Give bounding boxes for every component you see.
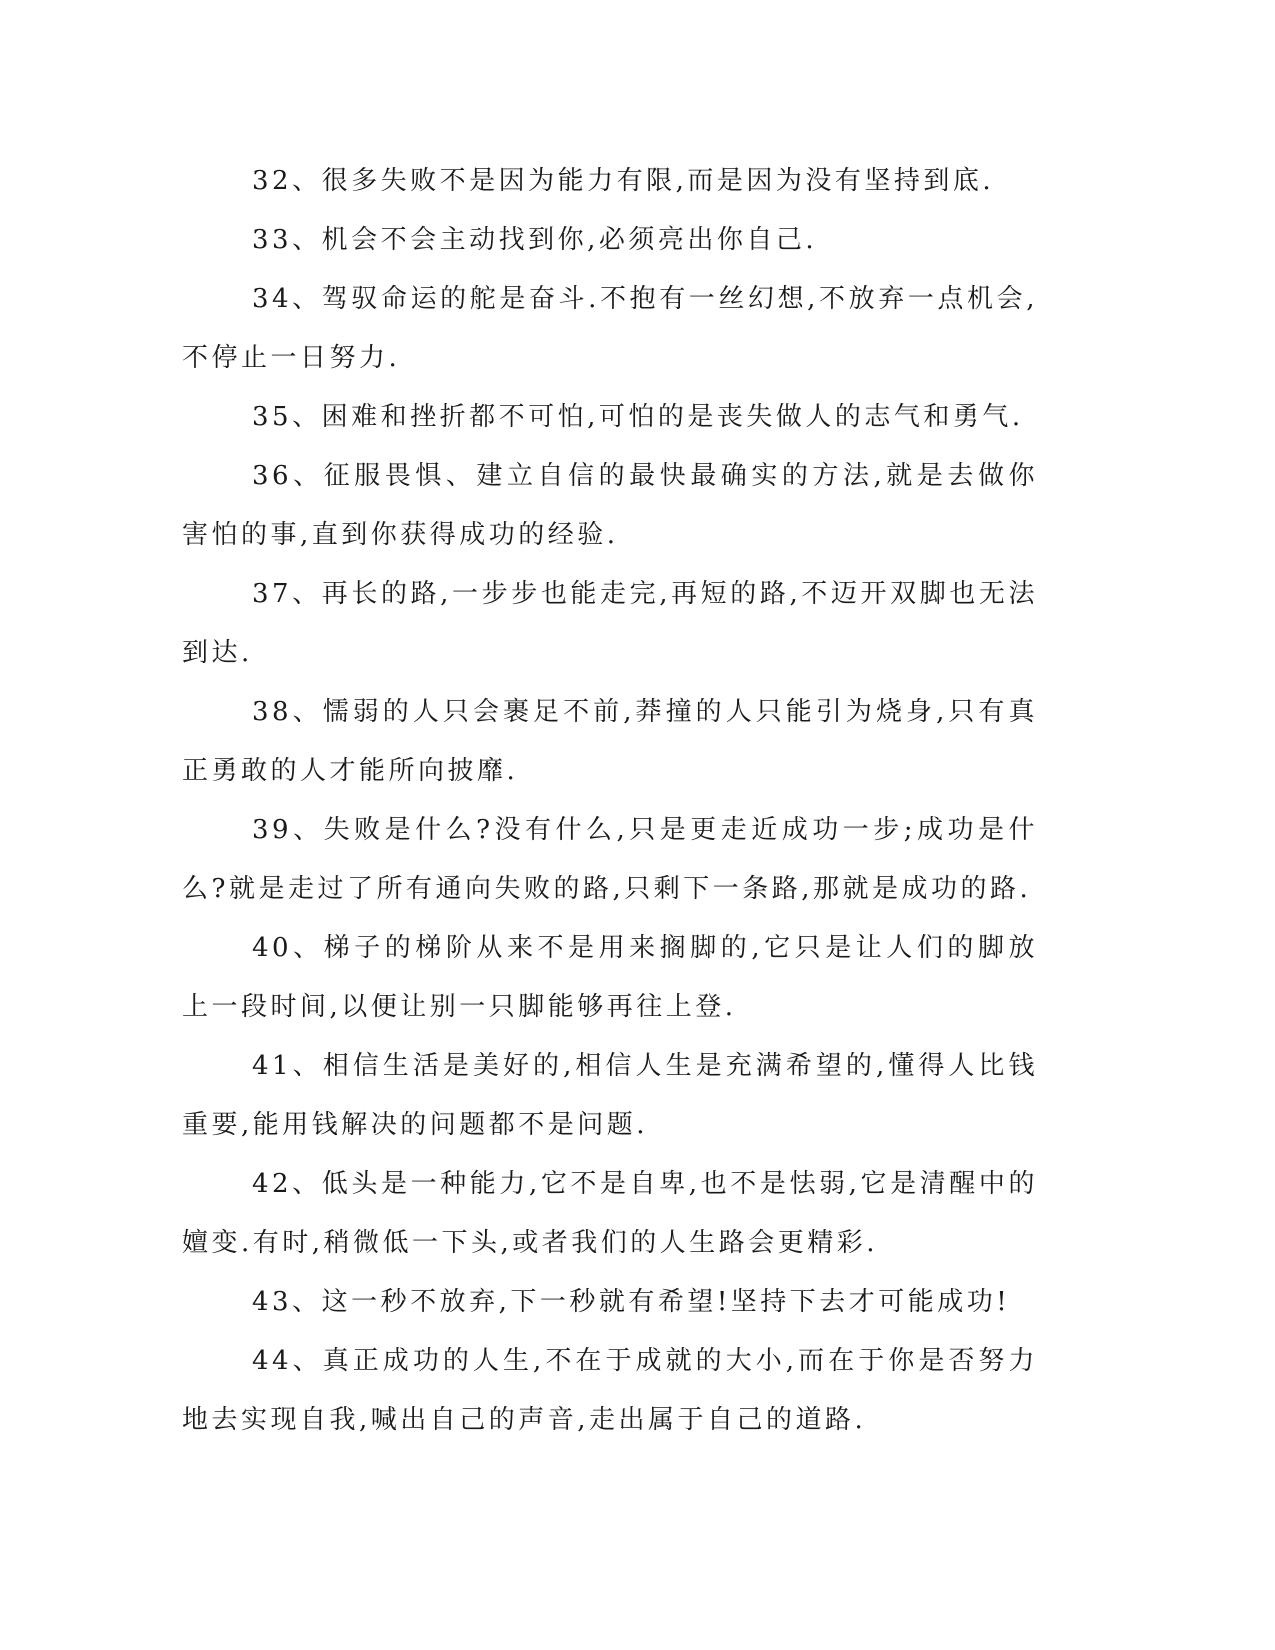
quote-item-39: 39、失败是什么?没有什么,只是更走近成功一步;成功是什么?就是走过了所有通向失败的路,只剩下一条路,那就是成功的路. [182,815,1038,904]
quote-item-36: 36、征服畏惧、建立自信的最快最确实的方法,就是去做你害怕的事,直到你获得成功的经验. [182,461,1038,550]
quote-item-38: 38、懦弱的人只会裹足不前,莽撞的人只能引为烧身,只有真正勇敢的人才能所向披靡. [182,697,1038,786]
quote-item-43: 43、这一秒不放弃,下一秒就有希望!坚持下去才可能成功! [252,1287,1011,1317]
quote-item-37: 37、再长的路,一步步也能走完,再短的路,不迈开双脚也无法到达. [182,579,1038,668]
quote-item-32: 32、很多失败不是因为能力有限,而是因为没有坚持到底. [252,166,995,196]
quote-item-42: 42、低头是一种能力,它不是自卑,也不是怯弱,它是清醒中的嬗变.有时,稍微低一下头,或者我们的人生路会更精彩. [182,1169,1038,1258]
quote-item-44: 44、真正成功的人生,不在于成就的大小,而在于你是否努力地去实现自我,喊出自己的声音,走出属于自己的道路. [182,1346,1038,1435]
document-page [182,152,1038,1450]
quote-item-34: 34、驾驭命运的舵是奋斗.不抱有一丝幻想,不放弃一点机会,不停止一日努力. [182,284,1038,373]
quote-item-33: 33、机会不会主动找到你,必须亮出你自己. [252,225,818,255]
quote-item-40: 40、梯子的梯阶从来不是用来搁脚的,它只是让人们的脚放上一段时间,以便让别一只脚能够再往上登. [182,933,1038,1022]
quote-item-35: 35、困难和挫折都不可怕,可怕的是丧失做人的志气和勇气. [252,402,1024,432]
quote-item-41: 41、相信生活是美好的,相信人生是充满希望的,懂得人比钱重要,能用钱解决的问题都不是问题. [182,1051,1038,1140]
